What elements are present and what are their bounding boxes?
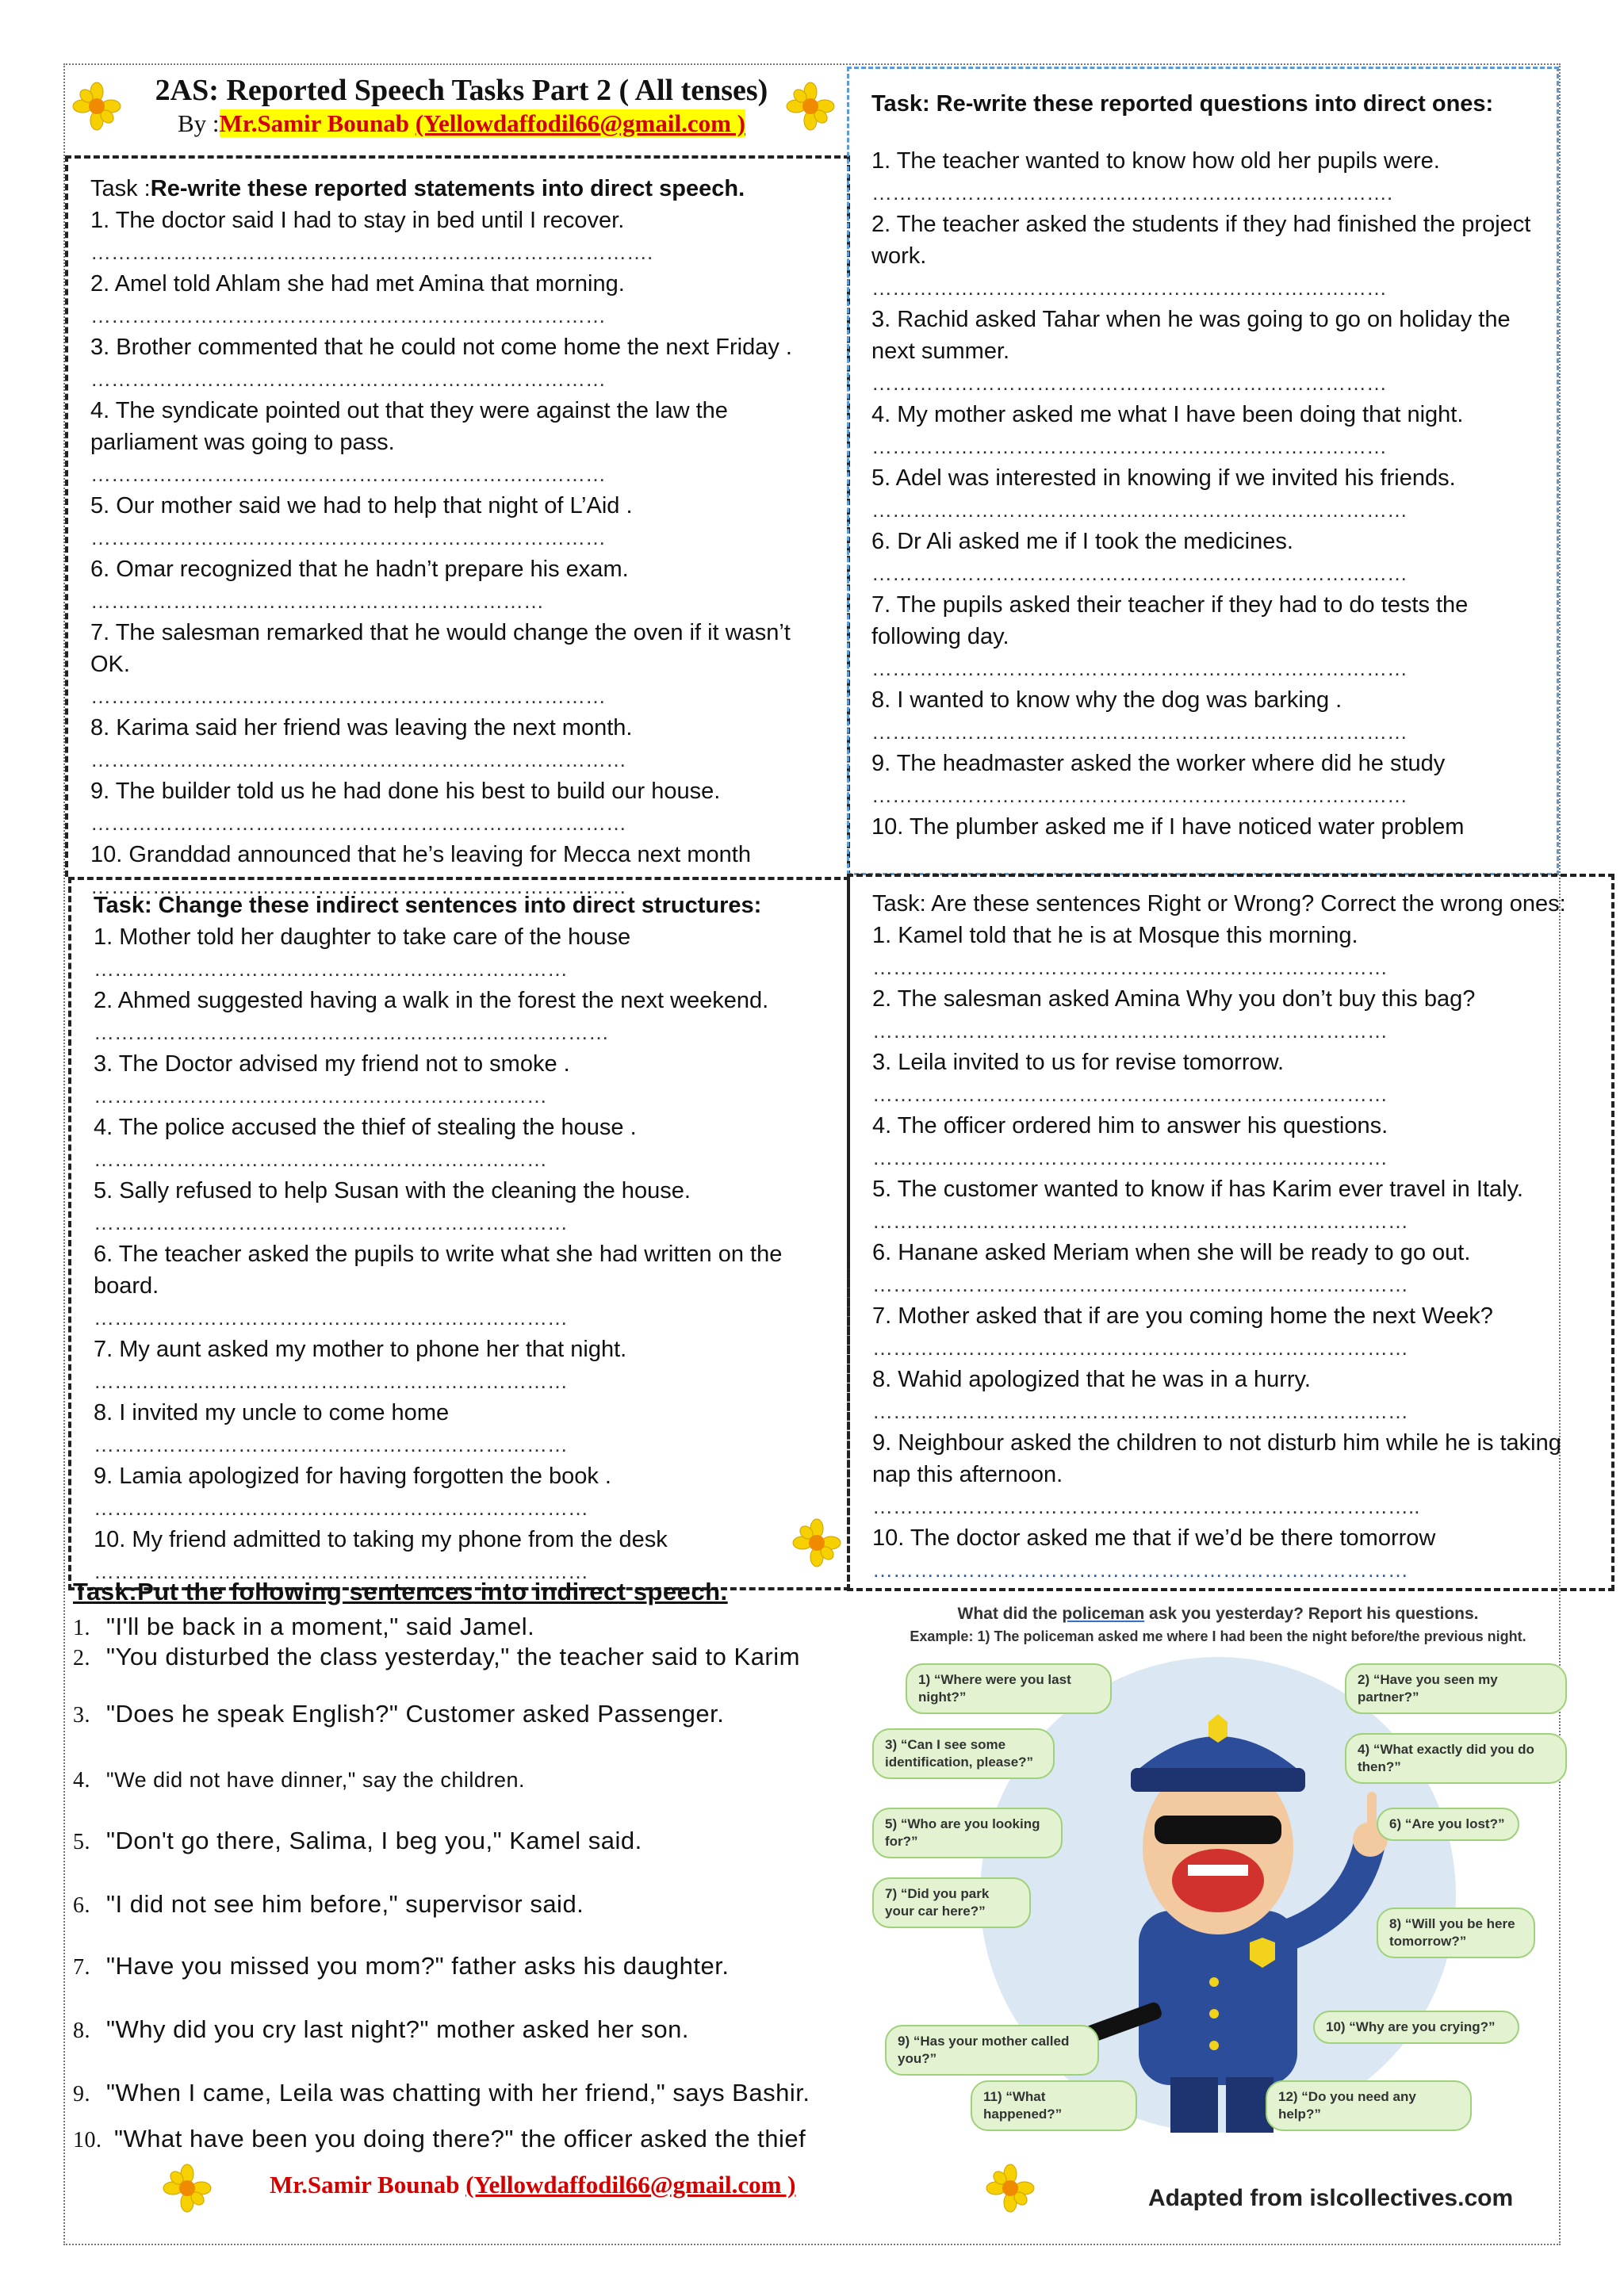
- item-number: 7.: [73, 1955, 90, 1980]
- list-item: [73, 1700, 858, 1728]
- answer-line[interactable]: …………………………………………………………………: [90, 684, 606, 708]
- task-right-wrong-box: [847, 874, 1614, 1591]
- item-number: 6.: [73, 1893, 90, 1918]
- byline: [73, 108, 850, 140]
- item-number: 3.: [73, 1703, 90, 1728]
- item-text: "I'll be back in a moment," said Jamel.: [106, 1613, 535, 1640]
- poster-credit: Adapted from islcollectives.com: [1148, 2185, 1514, 2211]
- answer-line[interactable]: ………………………………………………………………: [94, 1496, 588, 1520]
- policeman-poster: [869, 1594, 1567, 2149]
- answer-line[interactable]: ……………………………………………………………………: [90, 874, 626, 898]
- footer-email: (Yellowdaffodil66@gmail.com ): [465, 2171, 796, 2198]
- answer-line[interactable]: …………………………………………………………………: [90, 526, 606, 549]
- list-item: 3. The Doctor advised my friend not to smoke .: [94, 1051, 570, 1077]
- speech-bubble: 12) “Do you need any help?”: [1266, 2080, 1472, 2131]
- list-item: 2. Amel told Ahlam she had met Amina that morning.: [90, 271, 625, 297]
- answer-line[interactable]: …………………………………………………………………: [871, 434, 1387, 458]
- answer-line[interactable]: …………………………………………………………………: [94, 1020, 609, 1044]
- task-statements-box: [65, 155, 850, 898]
- answer-line[interactable]: ……………………………………………………………………: [872, 1336, 1408, 1360]
- answer-line[interactable]: ……………………………………………………………………….: [90, 240, 653, 264]
- speech-bubble: 7) “Did you park your car here?”: [872, 1877, 1031, 1928]
- answer-line[interactable]: ……………………………………………………………………: [872, 1272, 1408, 1296]
- list-item: 6. Omar recognized that he hadn’t prepare his exam.: [90, 557, 629, 582]
- list-item: [73, 2079, 858, 2107]
- answer-line[interactable]: …………………………………………………………………: [90, 367, 606, 391]
- speech-bubble: 5) “Who are you looking for?”: [872, 1808, 1063, 1858]
- item-text: "When I came, Leila was chatting with her friend," says Bashir.: [106, 2079, 810, 2107]
- item-text: "You disturbed the class yesterday," the teacher said to Karim: [106, 1643, 800, 1670]
- speech-bubble: 11) “What happened?”: [971, 2080, 1137, 2131]
- daffodil-icon: [986, 2164, 1034, 2212]
- list-item: 4. The syndicate pointed out that they were against the law the parliament was going to pass.: [90, 398, 728, 455]
- author-email: (Yellowdaffodil66@gmail.com ): [415, 109, 746, 137]
- list-item: [73, 1643, 858, 1671]
- task-questions-heading: Task: Re-write these reported questions into direct ones:: [871, 91, 1494, 117]
- speech-bubble: 2) “Have you seen my partner?”: [1345, 1663, 1567, 1714]
- speech-bubble: 9) “Has your mother called you?”: [885, 2025, 1099, 2076]
- list-item: 10. The doctor asked me that if we’d be there tomorrow: [872, 1525, 1436, 1551]
- footer-author-name: Mr.Samir Bounab: [270, 2171, 466, 2198]
- task-label: Task :: [90, 176, 151, 201]
- list-item: 1. Mother told her daughter to take care of the house: [94, 924, 631, 950]
- poster-title-word: policeman: [1062, 1605, 1145, 1623]
- answer-line[interactable]: ……………………………………………………………: [94, 957, 568, 981]
- answer-line[interactable]: …………………………………………………………………: [872, 1146, 1388, 1169]
- list-item: [73, 1890, 858, 1919]
- task-statements-heading: [90, 173, 829, 205]
- list-item: 10. My friend admitted to taking my phone from the desk: [94, 1527, 668, 1552]
- page-title: 2AS: Reported Speech Tasks Part 2 ( All tenses): [155, 74, 768, 107]
- list-item: 5. Sally refused to help Susan with the cleaning the house.: [94, 1178, 691, 1203]
- footer-author: [270, 2171, 796, 2199]
- list-item: 7. The pupils asked their teacher if they had to do tests the following day.: [871, 592, 1469, 649]
- item-text: "Have you missed you mom?" father asks his daughter.: [106, 1952, 730, 1980]
- task-direct-heading: Task:Put the following sentences into indirect speech.: [73, 1578, 728, 1605]
- answer-line[interactable]: …………………………………………………………: [94, 1084, 547, 1108]
- list-item: 6. Hanane asked Meriam when she will be ready to go out.: [872, 1240, 1471, 1265]
- answer-line[interactable]: ……………………………………………………………………..: [872, 1494, 1420, 1518]
- item-number: 1.: [73, 1616, 90, 1640]
- list-item: 10. The plumber asked me if I have noticed water problem: [871, 814, 1465, 840]
- list-item: 9. The builder told us he had done his best to build our house.: [90, 779, 721, 804]
- item-text: "What have been you doing there?" the officer asked the thief: [114, 2125, 806, 2152]
- list-item: 7. The salesman remarked that he would change the oven if it wasn’t OK.: [90, 620, 791, 677]
- list-item: 1. The teacher wanted to know how old her pupils were.: [871, 148, 1440, 174]
- list-item: [73, 1827, 858, 1855]
- list-item: 9. Neighbour asked the children to not disturb him while he is taking nap this afternoon.: [872, 1430, 1561, 1487]
- list-item: 9. Lamia apologized for having forgotten the book .: [94, 1464, 611, 1489]
- answer-line[interactable]: ……………………………………………………………………: [871, 783, 1408, 807]
- list-item: 5. Adel was interested in knowing if we invited his friends.: [871, 465, 1456, 491]
- answer-line[interactable]: ……………………………………………………………: [94, 1211, 568, 1234]
- item-text: "We did not have dinner," say the children.: [106, 1768, 525, 1792]
- speech-bubble: 8) “Will you be here tomorrow?”: [1377, 1908, 1535, 1958]
- task-questions-box: [847, 67, 1559, 875]
- answer-line[interactable]: …………………………………………………………………: [871, 371, 1387, 395]
- answer-line[interactable]: …………………………………………………………: [90, 589, 544, 613]
- by-prefix: By :: [177, 109, 220, 137]
- worksheet-header: [73, 73, 850, 149]
- list-item: 10. Granddad announced that he’s leaving for Mecca next month: [90, 842, 751, 867]
- list-item: [73, 1952, 858, 1980]
- list-item: 2. The teacher asked the students if they had finished the project work.: [871, 212, 1531, 269]
- list-item: 8. I wanted to know why the dog was barking .: [871, 687, 1342, 713]
- answer-line[interactable]: ………………………………………………………………: [94, 1559, 588, 1583]
- speech-bubble: 6) “Are you lost?”: [1377, 1808, 1519, 1841]
- answer-line[interactable]: ………………………………………………………………….: [871, 181, 1393, 205]
- speech-bubble: 10) “Why are you crying?”: [1313, 2011, 1519, 2044]
- item-text: "Don't go there, Salima, I beg you," Kamel said.: [106, 1827, 642, 1854]
- answer-line[interactable]: ……………………………………………………………………: [871, 498, 1408, 522]
- answer-line[interactable]: …………………………………………………………: [94, 1147, 547, 1171]
- list-item: 3. Leila invited to us for revise tomorrow.: [872, 1050, 1285, 1075]
- item-text: "Why did you cry last night?" mother asked her son.: [106, 2015, 690, 2043]
- answer-line[interactable]: …………………………………………………………………: [872, 955, 1388, 979]
- speech-bubble: 3) “Can I see some identification, please?”: [872, 1728, 1055, 1779]
- author-name-text: Mr.Samir Bounab: [219, 109, 416, 137]
- item-text: "Does he speak English?" Customer asked Passenger.: [106, 1700, 725, 1728]
- answer-line[interactable]: ……………………………………………………………………: [872, 1399, 1408, 1423]
- list-item: 5. The customer wanted to know if has Karim ever travel in Italy.: [872, 1177, 1523, 1202]
- list-item: 8. Wahid apologized that he was in a hurry.: [872, 1367, 1311, 1392]
- answer-line[interactable]: ……………………………………………………………………: [871, 656, 1408, 680]
- item-number: 2.: [73, 1646, 90, 1670]
- answer-line[interactable]: ……………………………………………………………: [94, 1369, 568, 1393]
- answer-line[interactable]: ……………………………………………………………………: [872, 1209, 1408, 1233]
- answer-line[interactable]: ……………………………………………………………: [94, 1433, 568, 1456]
- list-item: 7. My aunt asked my mother to phone her that night.: [94, 1337, 627, 1362]
- speech-bubble: 4) “What exactly did you do then?”: [1345, 1733, 1567, 1784]
- task-right-wrong-heading: Task: Are these sentences Right or Wrong? Correct the wrong ones:: [872, 891, 1566, 916]
- list-item: 4. The police accused the thief of stealing the house .: [94, 1115, 637, 1140]
- answer-line[interactable]: ……………………………………………………………………: [90, 811, 626, 835]
- task-indirect-heading: Task: Change these indirect sentences into direct structures:: [94, 893, 762, 918]
- list-item: 1. Kamel told that he is at Mosque this morning.: [872, 923, 1358, 948]
- answer-line[interactable]: ……………………………………………………………………: [90, 748, 626, 771]
- item-number: 8.: [73, 2019, 90, 2043]
- list-item: 5. Our mother said we had to help that night of L’Aid .: [90, 493, 633, 519]
- list-item: 2. The salesman asked Amina Why you don’t buy this bag?: [872, 986, 1476, 1012]
- list-item: [73, 1768, 858, 1793]
- task-text: Re-write these reported statements into direct speech.: [150, 176, 745, 201]
- answer-line[interactable]: …………………………………………………………………: [90, 462, 606, 486]
- item-number: 10.: [73, 2128, 102, 2152]
- poster-title-part: What did the: [957, 1605, 1063, 1623]
- list-item: [73, 1613, 858, 1641]
- list-item: [73, 2125, 858, 2153]
- list-item: 6. Dr Ali asked me if I took the medicines.: [871, 529, 1293, 554]
- answer-line[interactable]: ……………………………………………………………………: [871, 561, 1408, 585]
- poster-title: [869, 1605, 1567, 1624]
- list-item: 9. The headmaster asked the worker where did he study: [871, 751, 1446, 776]
- item-number: 5.: [73, 1830, 90, 1854]
- speech-bubble: 1) “Where were you last night?”: [906, 1663, 1112, 1714]
- answer-line[interactable]: …………………………………………………………………: [872, 1019, 1388, 1043]
- list-item: 8. Karima said her friend was leaving the next month.: [90, 715, 633, 740]
- list-item: 8. I invited my uncle to come home: [94, 1400, 450, 1425]
- list-item: 6. The teacher asked the pupils to write what she had written on the board.: [94, 1242, 783, 1299]
- list-item: 4. My mother asked me what I have been doing that night.: [871, 402, 1464, 427]
- item-text: "I did not see him before," supervisor said.: [106, 1890, 584, 1918]
- poster-title-part: ask you yesterday? Report his questions.: [1144, 1605, 1479, 1623]
- item-number: 9.: [73, 2082, 90, 2107]
- list-item: 4. The officer ordered him to answer his questions.: [872, 1113, 1388, 1138]
- answer-line[interactable]: ……………………………………………………………………: [872, 1558, 1408, 1582]
- poster-example: Example: 1) The policeman asked me where I had been the night before/the previous night.: [910, 1628, 1526, 1644]
- list-item: 7. Mother asked that if are you coming home the next Week?: [872, 1303, 1493, 1329]
- author-name: [220, 109, 746, 137]
- item-number: 4.: [73, 1768, 90, 1793]
- answer-line[interactable]: ……………………………………………………………………: [871, 720, 1408, 744]
- list-item: 1. The doctor said I had to stay in bed until I recover.: [90, 208, 625, 233]
- list-item: 3. Rachid asked Tahar when he was going to go on holiday the next summer.: [871, 307, 1511, 364]
- answer-line[interactable]: …………………………………………………………………: [871, 276, 1387, 300]
- list-item: [73, 2015, 858, 2044]
- answer-line[interactable]: ……………………………………………………………: [94, 1306, 568, 1330]
- answer-line[interactable]: …………………………………………………………………: [872, 1082, 1388, 1106]
- list-item: 3. Brother commented that he could not come home the next Friday .: [90, 335, 792, 360]
- list-item: 2. Ahmed suggested having a walk in the forest the next weekend.: [94, 988, 769, 1013]
- daffodil-icon: [163, 2164, 211, 2212]
- task-indirect-box: [68, 877, 850, 1590]
- answer-line[interactable]: …………………………………………………………………: [90, 304, 606, 327]
